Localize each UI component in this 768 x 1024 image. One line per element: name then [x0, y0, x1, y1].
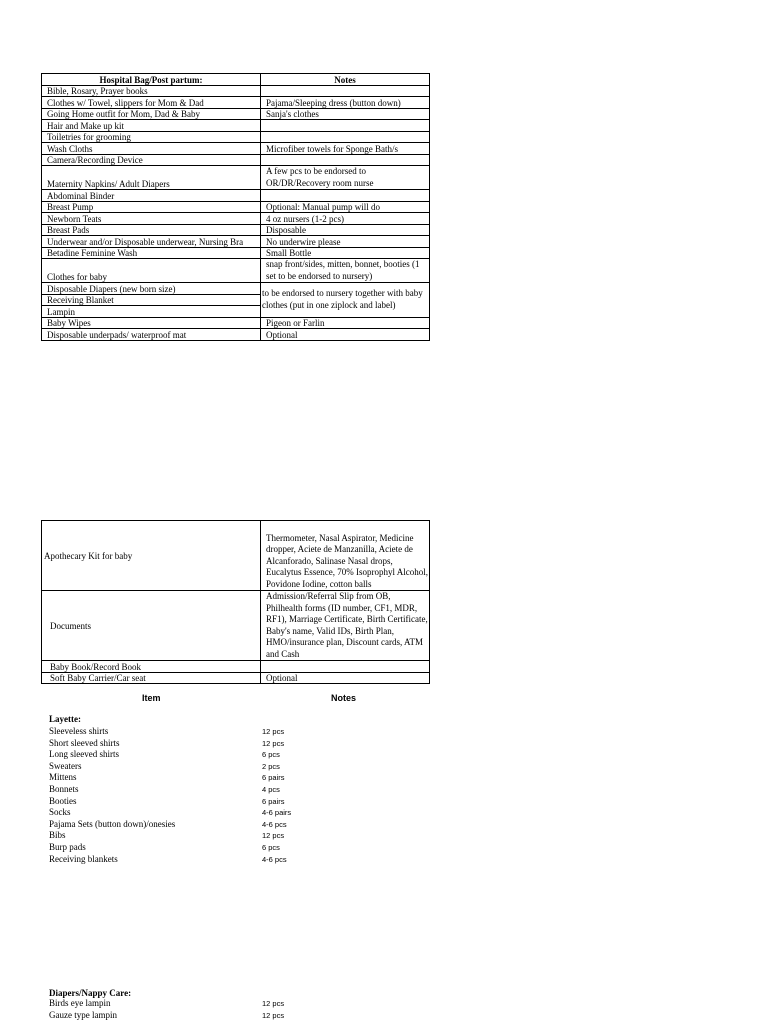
table-row: [42, 224, 430, 236]
item-cell: Lampin: [42, 306, 261, 318]
item-cell: Clothes w/ Towel, slippers for Mom & Dad: [42, 97, 261, 109]
note-cell: [261, 154, 430, 166]
table-row: [42, 97, 430, 109]
note-cell: Optional: [261, 672, 430, 684]
quantity: 12 pcs: [262, 999, 285, 1008]
list-item: Sweaters: [49, 760, 82, 771]
list-item: Burp pads: [49, 841, 86, 852]
list-item: Socks: [49, 807, 71, 818]
table-row: [42, 521, 430, 591]
note-cell: A few pcs to be endorsed to OR/DR/Recovery room nurse: [261, 166, 430, 190]
item-cell: Documents: [42, 591, 261, 661]
quantity: 4-6 pairs: [262, 808, 292, 818]
table-row: [42, 108, 430, 120]
table-row: [42, 131, 430, 143]
item-cell: Breast Pads: [42, 224, 261, 236]
item-cell: Apothecary Kit for baby: [42, 521, 261, 591]
table-row: [42, 247, 430, 259]
diapers-title: Diapers/Nappy Care:: [49, 988, 132, 998]
table-row: [42, 154, 430, 166]
note-cell: [261, 190, 430, 202]
note-cell: Optional: Manual pump will do: [261, 201, 430, 213]
item-cell: Breast Pump: [42, 201, 261, 213]
quantity: 6 pcs: [262, 842, 280, 852]
note-cell: Microfiber towels for Sponge Bath/s: [261, 143, 430, 155]
table-row: [42, 672, 430, 684]
item-cell: Wash Cloths: [42, 143, 261, 155]
item-cell: Disposable underpads/ waterproof mat: [42, 329, 261, 341]
table-row: [42, 143, 430, 155]
list-item: Booties: [49, 795, 77, 806]
quantity: 6 pairs: [262, 796, 285, 806]
item-cell: Clothes for baby: [42, 259, 261, 283]
list-item: Mittens: [49, 772, 77, 783]
quantity: 12 pcs: [262, 727, 285, 736]
list-item: Birds eye lampin: [49, 998, 111, 1008]
quantity: 4-6 pcs: [262, 854, 287, 864]
layette-title: Layette:: [49, 714, 81, 724]
table-row: [42, 259, 430, 283]
list-item: Gauze type lampin: [49, 1009, 117, 1020]
item-cell: Newborn Teats: [42, 213, 261, 225]
table-header-row: [42, 74, 430, 86]
list-item: Bibs: [49, 830, 66, 841]
diapers-list: [49, 998, 117, 1021]
quantity: 12 pcs: [262, 738, 285, 748]
item-cell: Betadine Feminine Wash: [42, 247, 261, 259]
item-cell: Abdominal Binder: [42, 190, 261, 202]
item-cell: Bible, Rosary, Prayer books: [42, 86, 261, 97]
item-cell: Camera/Recording Device: [42, 154, 261, 166]
item-cell: Toiletries for grooming: [42, 131, 261, 143]
item-cell: Disposable Diapers (new born size): [42, 283, 261, 295]
quantity: 4 pcs: [262, 784, 280, 794]
note-cell: to be endorsed to nursery together with baby clothes (put in one ziplock and label): [261, 283, 430, 318]
note-cell: Small Bottle: [261, 247, 430, 259]
table-row: [42, 329, 430, 341]
table-row: [42, 236, 430, 248]
layette-quantities: [262, 726, 291, 865]
table-row: [42, 213, 430, 225]
item-cell: Soft Baby Carrier/Car seat: [42, 672, 261, 684]
table-row: [42, 190, 430, 202]
item-cell: Receiving Blanket: [42, 294, 261, 306]
note-cell: [261, 120, 430, 132]
table-row: [42, 661, 430, 673]
quantity: 12 pcs: [262, 831, 285, 841]
note-cell: Optional: [261, 329, 430, 341]
list-item: Pajama Sets (button down)/onesies: [49, 818, 176, 829]
notes-column-header: Notes: [331, 693, 357, 703]
note-cell: Disposable: [261, 224, 430, 236]
list-item: Sleeveless shirts: [49, 726, 109, 736]
layette-list: [49, 726, 175, 865]
table-row: [42, 591, 430, 661]
hospital-bag-header: Hospital Bag/Post partum:: [42, 74, 261, 86]
note-cell: Pajama/Sleeping dress (button down): [261, 97, 430, 109]
notes-header: Notes: [261, 74, 430, 86]
note-cell: Thermometer, Nasal Aspirator, Medicine dropper, Aciete de Manzanilla, Aciete de Alcanforado, Salinase Nasal drops, Eucalytus Essence, 70% Isoprophyl Alcohol, Povidone Iodine, cotton balls: [261, 521, 430, 591]
note-cell: [261, 131, 430, 143]
diapers-quantities: [262, 998, 284, 1021]
table-row: [42, 120, 430, 132]
item-cell: Baby Wipes: [42, 317, 261, 329]
quantity: 4-6 pcs: [262, 819, 287, 829]
list-item: Receiving blankets: [49, 853, 118, 864]
hospital-bag-table: [41, 73, 430, 341]
item-cell: Hair and Make up kit: [42, 120, 261, 132]
note-cell: Sanja's clothes: [261, 108, 430, 120]
quantity: 6 pairs: [262, 773, 285, 783]
item-column-header: Item: [142, 693, 161, 703]
list-item: Long sleeved shirts: [49, 749, 119, 760]
table-row: [42, 166, 430, 190]
item-cell: Going Home outfit for Mom, Dad & Baby: [42, 108, 261, 120]
item-cell: Maternity Napkins/ Adult Diapers: [42, 166, 261, 190]
note-cell: Pigeon or Farlin: [261, 317, 430, 329]
note-cell: Admission/Referral Slip from OB, Philhealth forms (ID number, CF1, MDR, RF1), Marriage Certificate, Birth Certificate, Baby's name, Valid IDs, Birth Plan, HMO/insurance plan, Discount cards, ATM and Cash: [261, 591, 430, 661]
list-item: Bonnets: [49, 783, 79, 794]
apothecary-table: [41, 520, 430, 684]
table-row: [42, 86, 430, 97]
quantity: 2 pcs: [262, 761, 280, 771]
note-cell: 4 oz nursers (1-2 pcs): [261, 213, 430, 225]
list-item: Short sleeved shirts: [49, 737, 120, 748]
note-cell: No underwire please: [261, 236, 430, 248]
table-row: [42, 317, 430, 329]
note-cell: [261, 86, 430, 97]
table-row: [42, 201, 430, 213]
quantity: 6 pcs: [262, 750, 280, 760]
item-cell: Underwear and/or Disposable underwear, Nursing Bra: [42, 236, 261, 248]
table-row: [42, 283, 430, 295]
note-cell: [261, 661, 430, 673]
item-cell: Baby Book/Record Book: [42, 661, 261, 673]
quantity: 12 pcs: [262, 1010, 285, 1020]
note-cell: snap front/sides, mitten, bonnet, booties (1 set to be endorsed to nursery): [261, 259, 430, 283]
